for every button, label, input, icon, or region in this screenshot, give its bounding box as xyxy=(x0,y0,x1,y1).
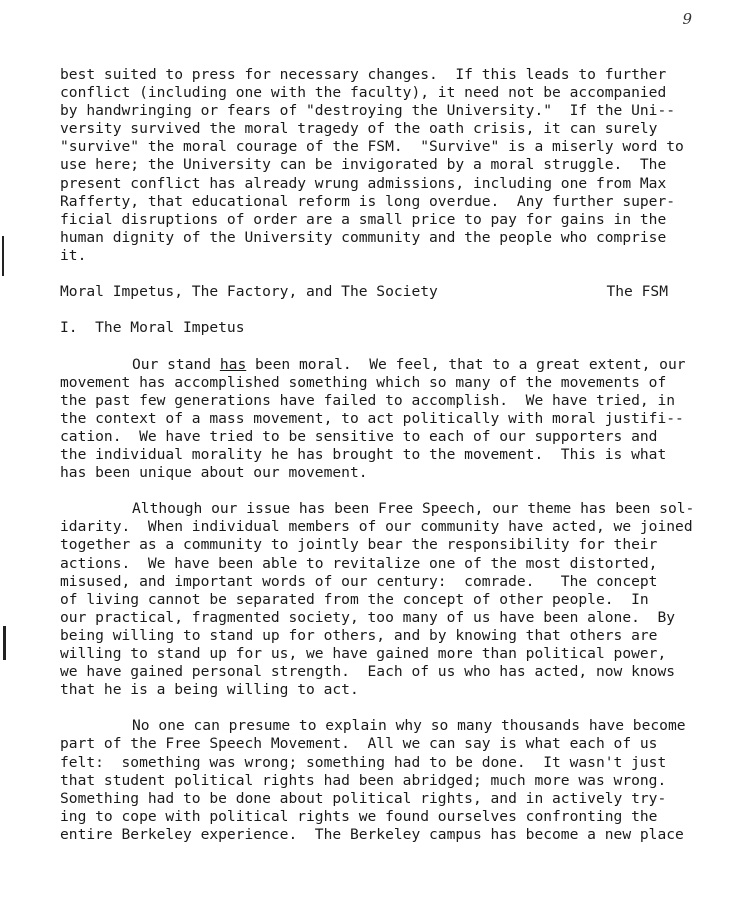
text-line: use here; the University can be invigorated by a moral struggle. The xyxy=(60,156,667,174)
text-line: being willing to stand up for others, and by knowing that others are xyxy=(60,626,658,644)
text-line: of living cannot be separated from the concept of other people. In xyxy=(60,590,649,608)
text-line: conflict (including one with the faculty), it need not be accompanied xyxy=(60,84,667,102)
text-line xyxy=(60,356,710,374)
section-heading-title: Moral Impetus, The Factory, and The Society xyxy=(60,283,438,301)
text-line: misused, and important words of our century: comrade. The concept xyxy=(60,572,658,590)
text-line: ing to cope with political rights we found ourselves confronting the xyxy=(60,807,658,825)
text-line: together as a community to jointly bear the responsibility for their xyxy=(60,536,658,554)
text-line: we have gained personal strength. Each of us who has acted, now knows xyxy=(60,663,676,681)
text-line: "survive" the moral courage of the FSM. "Survive" is a miserly word to xyxy=(60,138,684,156)
document-body xyxy=(60,66,710,844)
text-run: been moral. We feel, that to a great extent, our xyxy=(246,355,686,373)
text-line: Rafferty, that educational reform is long overdue. Any further super- xyxy=(60,192,676,210)
text-line: versity survived the moral tragedy of the oath crisis, it can surely xyxy=(60,120,658,138)
text-line: that he is a being willing to act. xyxy=(60,681,359,699)
text-line: present conflict has already wrung admissions, including one from Max xyxy=(60,174,667,192)
text-line: entire Berkeley experience. The Berkeley campus has become a new place xyxy=(60,825,684,843)
text-line: it. xyxy=(60,246,87,264)
margin-mark xyxy=(2,236,4,276)
text-line: human dignity of the University community and the people who comprise xyxy=(60,228,667,246)
text-line: the context of a mass movement, to act politically with moral justifi-- xyxy=(60,409,684,427)
text-line: felt: something was wrong; something had to be done. It wasn't just xyxy=(60,753,667,771)
paragraph-3 xyxy=(60,500,710,699)
text-line: No one can presume to explain why so many thousands have become xyxy=(132,717,686,735)
text-line: our practical, fragmented society, too many of us have been alone. By xyxy=(60,608,676,626)
section-heading-tag: The FSM xyxy=(606,283,668,301)
text-line: cation. We have tried to be sensitive to each of our supporters and xyxy=(60,427,658,445)
text-line: that student political rights had been abridged; much more was wrong. xyxy=(60,771,667,789)
text-line: movement has accomplished something which so many of the movements of xyxy=(60,373,667,391)
text-line: has been unique about our movement. xyxy=(60,464,368,482)
text-line: Something had to be done about political rights, and in actively try- xyxy=(60,789,667,807)
text-line: best suited to press for necessary changes. If this leads to further xyxy=(60,66,667,83)
subheading: I. The Moral Impetus xyxy=(60,319,245,337)
text-line: Although our issue has been Free Speech, our theme has been sol- xyxy=(132,500,695,518)
text-line: idarity. When individual members of our community have acted, we joined xyxy=(60,518,693,536)
text-line: the individual morality he has brought to the movement. This is what xyxy=(60,445,667,463)
section-heading xyxy=(60,283,710,301)
page-number: 9 xyxy=(682,10,692,28)
text-line: willing to stand up for us, we have gained more than political power, xyxy=(60,645,667,662)
text-line: by handwringing or fears of "destroying the University." If the Uni-- xyxy=(60,102,676,120)
text-line: part of the Free Speech Movement. All we can say is what each of us xyxy=(60,735,658,753)
paragraph-4 xyxy=(60,717,710,844)
text-line: actions. We have been able to revitalize one of the most distorted, xyxy=(60,554,658,572)
text-line: ficial disruptions of order are a small price to pay for gains in the xyxy=(60,210,667,228)
paragraph-2 xyxy=(60,356,710,483)
paragraph-1 xyxy=(60,66,710,265)
text-run: Our stand xyxy=(132,355,220,373)
margin-mark xyxy=(3,626,6,660)
text-line: the past few generations have failed to accomplish. We have tried, in xyxy=(60,391,676,409)
underlined-word: has xyxy=(219,355,247,373)
